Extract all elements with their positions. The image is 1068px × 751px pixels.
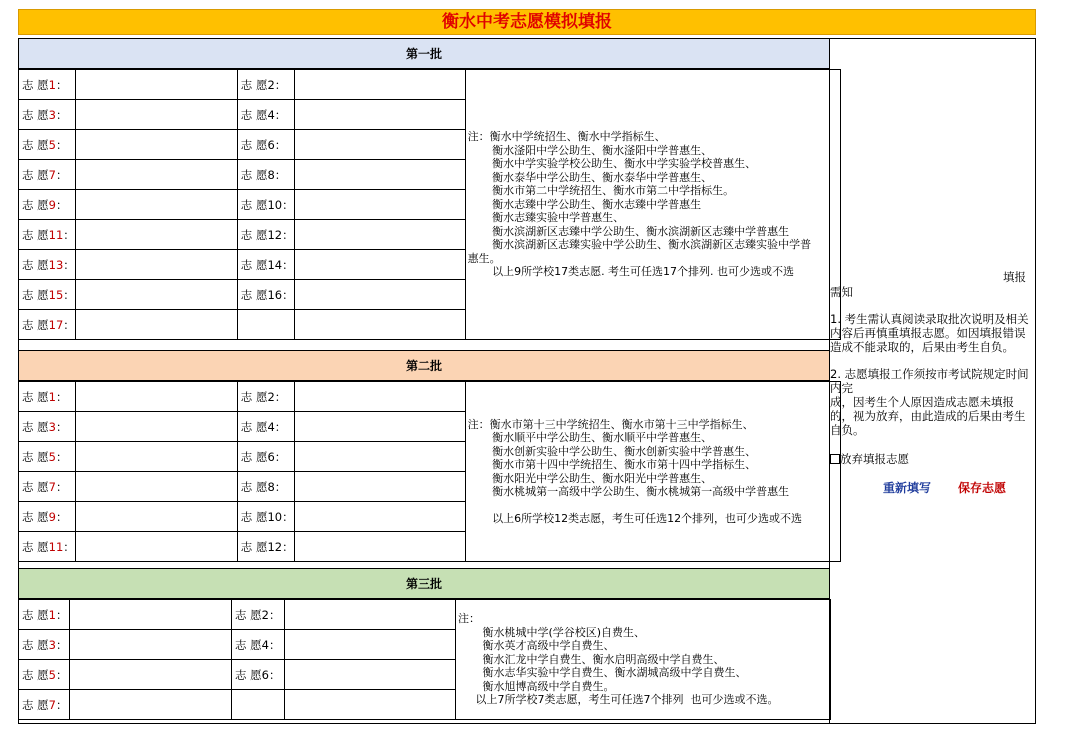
notice-title-right: 填报 — [1003, 270, 1026, 284]
choice-label: 志 愿2： — [232, 600, 285, 630]
choice-label: 志 愿7： — [19, 160, 76, 190]
batch2-heading: 第二批 — [18, 350, 830, 381]
abandon-checkbox-row[interactable] — [830, 452, 1030, 466]
choice-label-prefix: 志 愿 — [22, 509, 49, 524]
choice-label: 志 愿4： — [232, 630, 285, 660]
note-line: 衡水滏阳中学公助生、衡水滏阳中学普惠生、 — [467, 143, 713, 157]
choice-label-prefix: 志 愿 — [22, 107, 49, 122]
notice-line: 的，视为放弃，由此造成的后果由考生 — [830, 409, 1026, 423]
choice-number: 6 — [261, 667, 269, 682]
choice-label-prefix: 志 愿 — [240, 137, 268, 152]
note-line: 衡水英才高级中学自费生、 — [458, 639, 615, 653]
choice-label-prefix: 志 愿 — [22, 667, 49, 682]
choice-label-prefix: 志 愿 — [22, 449, 49, 464]
choice-label: 志 愿2： — [237, 382, 294, 412]
choice-input[interactable] — [294, 382, 465, 412]
choice-input[interactable] — [75, 502, 237, 532]
batch2-table — [18, 381, 841, 562]
choice-label-prefix: 志 愿 — [240, 287, 268, 302]
choice-input[interactable] — [75, 442, 237, 472]
choice-number: 3 — [48, 637, 56, 652]
choice-label-prefix: 志 愿 — [22, 227, 49, 242]
choice-number: 10 — [267, 197, 283, 212]
choice-number: 14 — [267, 257, 283, 272]
choice-label: 志 愿5： — [19, 660, 70, 690]
batch3-table — [18, 599, 831, 720]
choice-label-prefix: 志 愿 — [22, 257, 49, 272]
note-line: 注：衡水中学统招生、衡水中学指标生、 — [467, 130, 666, 144]
choice-label: 志 愿11： — [19, 532, 76, 562]
page-title: 衡水中考志愿模拟填报 — [442, 12, 612, 32]
choice-number: 2 — [267, 77, 275, 92]
choice-label-prefix: 志 愿 — [240, 479, 268, 494]
choice-input[interactable] — [294, 250, 465, 280]
choice-label: 志 愿11： — [19, 220, 76, 250]
notice-line: 内容后再慎重填报志愿。如因填报错误 — [830, 326, 1026, 340]
choice-input[interactable] — [294, 160, 465, 190]
choice-input[interactable] — [75, 472, 237, 502]
choice-label: 志 愿17： — [19, 310, 76, 340]
choice-label: 志 愿16： — [237, 280, 294, 310]
choice-label-prefix: 志 愿 — [22, 77, 49, 92]
choice-input[interactable] — [70, 660, 232, 690]
page-title-bar — [18, 9, 1036, 35]
choice-label-prefix: 志 愿 — [235, 667, 262, 682]
choice-label-prefix: 志 愿 — [22, 637, 49, 652]
choice-label: 志 愿3： — [19, 630, 70, 660]
choice-label: 志 愿7： — [19, 690, 70, 720]
choice-number: 4 — [267, 107, 275, 122]
choice-label-prefix: 志 愿 — [22, 317, 49, 332]
choice-input[interactable] — [75, 190, 237, 220]
choice-label: 志 愿9： — [19, 190, 76, 220]
notice-line: 内完 — [830, 381, 853, 395]
choice-label-prefix: 志 愿 — [240, 419, 268, 434]
choice-label-prefix: 志 愿 — [22, 389, 49, 404]
note-line: 衡水市第二中学统招生、衡水市第二中学指标生。 — [467, 184, 735, 198]
choice-label-prefix: 志 愿 — [240, 257, 268, 272]
choice-input[interactable] — [294, 100, 465, 130]
choice-number: 17 — [48, 317, 64, 332]
note-line: 以上6所学校12类志愿，考生可任选12个排列，也可少选或不选 — [467, 512, 803, 525]
choice-label: 志 愿10： — [237, 190, 294, 220]
note-line: 衡水创新实验中学公助生、衡水创新实验中学普惠生、 — [467, 444, 757, 458]
choice-label-prefix: 志 愿 — [240, 107, 268, 122]
choice-input[interactable] — [294, 502, 465, 532]
choice-number: 4 — [267, 419, 275, 434]
choice-label-prefix: 志 愿 — [235, 637, 262, 652]
choice-number: 7 — [48, 167, 56, 182]
choice-number: 5 — [48, 667, 56, 682]
choice-number: 3 — [48, 107, 56, 122]
batch1-note — [465, 70, 840, 340]
choice-label: 志 愿5： — [19, 442, 76, 472]
choice-label-prefix: 志 愿 — [22, 137, 49, 152]
empty-cell — [285, 690, 456, 720]
choice-number: 7 — [48, 479, 56, 494]
notice-line: 成，因考生个人原因造成志愿未填报 — [830, 395, 1014, 409]
note-line: 衡水市第十四中学统招生、衡水市第十四中学指标生、 — [467, 458, 757, 471]
note-line: 衡水泰华中学公助生、衡水泰华中学普惠生、 — [467, 170, 713, 184]
choice-number: 5 — [48, 449, 56, 464]
choice-number: 8 — [267, 479, 275, 494]
choice-number: 16 — [267, 287, 283, 302]
choice-label: 志 愿6： — [232, 660, 285, 690]
choice-input[interactable] — [70, 600, 232, 630]
choice-number: 5 — [48, 137, 56, 152]
choice-input[interactable] — [75, 310, 237, 340]
save-button[interactable]: 保存志愿 — [958, 481, 1007, 495]
choice-number: 11 — [48, 539, 64, 554]
choice-input[interactable] — [70, 630, 232, 660]
note-line: 衡水汇龙中学自费生、衡水启明高级中学自费生、 — [458, 652, 725, 666]
note-line: 衡水旭博高级中学自费生。 — [458, 679, 615, 693]
choice-number: 6 — [267, 449, 275, 464]
choice-label: 志 愿1： — [19, 70, 76, 100]
reset-button[interactable]: 重新填写 — [883, 481, 932, 495]
notice-line: 造成不能录取的，后果由考生自负。 — [830, 340, 1014, 354]
choice-number: 3 — [48, 419, 56, 434]
batch1-table — [18, 69, 841, 340]
choice-input[interactable] — [70, 690, 232, 720]
choice-label-prefix: 志 愿 — [235, 607, 262, 622]
choice-input[interactable] — [294, 442, 465, 472]
choice-input[interactable] — [285, 630, 456, 660]
choice-label: 志 愿6： — [237, 130, 294, 160]
choice-number: 12 — [267, 227, 283, 242]
note-line: 注：衡水市第十三中学统招生、衡水市第十三中学指标生、 — [467, 417, 754, 431]
choice-input[interactable] — [75, 412, 237, 442]
batch3-heading: 第三批 — [18, 568, 830, 599]
empty-cell — [232, 690, 285, 720]
choice-label: 志 愿7： — [19, 472, 76, 502]
choice-label: 志 愿10： — [237, 502, 294, 532]
table-row — [19, 382, 841, 412]
choice-number: 1 — [48, 389, 56, 404]
choice-label: 志 愿8： — [237, 160, 294, 190]
choice-label: 志 愿1： — [19, 382, 76, 412]
note-line: 衡水桃城中学(学谷校区)自费生、 — [458, 625, 646, 639]
choice-label-prefix: 志 愿 — [22, 167, 49, 182]
choice-input[interactable] — [285, 660, 456, 690]
choice-number: 4 — [261, 637, 269, 652]
choice-number: 9 — [48, 509, 56, 524]
note-line: 注： — [458, 612, 480, 626]
choice-label-prefix: 志 愿 — [22, 697, 49, 712]
checkbox-icon[interactable] — [830, 454, 840, 464]
choice-label-prefix: 志 愿 — [240, 197, 268, 212]
choice-label: 志 愿15： — [19, 280, 76, 310]
choice-label-prefix: 志 愿 — [22, 287, 49, 302]
note-line: 衡水志臻中学公助生、衡水志臻中学普惠生 — [467, 197, 702, 211]
choice-number: 11 — [48, 227, 64, 242]
choice-input[interactable] — [294, 220, 465, 250]
choice-number: 6 — [267, 137, 275, 152]
batch3-note — [456, 600, 831, 720]
choice-input[interactable] — [294, 280, 465, 310]
choice-label: 志 愿3： — [19, 412, 76, 442]
choice-label-prefix: 志 愿 — [240, 509, 268, 524]
abandon-checkbox-label: 放弃填报志愿 — [840, 452, 909, 466]
notice-line: 自负。 — [830, 423, 865, 437]
choice-label: 志 愿12： — [237, 220, 294, 250]
choice-number: 10 — [267, 509, 283, 524]
choice-label: 志 愿9： — [19, 502, 76, 532]
choice-input[interactable] — [294, 412, 465, 442]
choice-label: 志 愿5： — [19, 130, 76, 160]
choice-label-prefix: 志 愿 — [22, 479, 49, 494]
choice-input[interactable] — [75, 70, 237, 100]
choice-label: 志 愿4： — [237, 100, 294, 130]
choice-input[interactable] — [294, 190, 465, 220]
choice-label-prefix: 志 愿 — [240, 227, 268, 242]
choice-number: 15 — [48, 287, 64, 302]
empty-cell — [294, 310, 465, 340]
choice-number: 12 — [267, 539, 283, 554]
choice-input[interactable] — [75, 382, 237, 412]
choice-input[interactable] — [75, 130, 237, 160]
note-line — [468, 499, 838, 513]
choice-input[interactable] — [75, 100, 237, 130]
choice-label-prefix: 志 愿 — [240, 167, 268, 182]
note-line: 以上7所学校7类志愿，考生可任选7个排列 也可少选或不选。 — [458, 693, 779, 707]
batch2-note — [465, 382, 840, 562]
table-row — [19, 70, 841, 100]
note-line: 衡水中学实验学校公助生、衡水中学实验学校普惠生、 — [467, 157, 757, 171]
choice-number: 1 — [48, 607, 56, 622]
choice-number: 2 — [261, 607, 269, 622]
notice-line: 1. 考生需认真阅读录取批次说明及相关 — [830, 312, 1029, 326]
choice-label-prefix: 志 愿 — [22, 539, 49, 554]
choice-label: 志 愿4： — [237, 412, 294, 442]
choice-input[interactable] — [75, 250, 237, 280]
choice-label: 志 愿6： — [237, 442, 294, 472]
note-line: 衡水滨湖新区志臻实验中学公助生、衡水滨湖新区志臻实验中学普 — [467, 238, 812, 252]
choice-label: 志 愿2： — [237, 70, 294, 100]
empty-cell — [237, 310, 294, 340]
notice-title-left: 需知 — [830, 285, 853, 299]
batch1-heading: 第一批 — [18, 38, 830, 69]
choice-input[interactable] — [75, 160, 237, 190]
choice-label-prefix: 志 愿 — [22, 419, 49, 434]
choice-number: 1 — [48, 77, 56, 92]
choice-input[interactable] — [294, 472, 465, 502]
choice-number: 8 — [267, 167, 275, 182]
choice-label-prefix: 志 愿 — [22, 197, 49, 212]
choice-label-prefix: 志 愿 — [240, 539, 268, 554]
choice-number: 9 — [48, 197, 56, 212]
choice-label-prefix: 志 愿 — [240, 449, 268, 464]
note-line: 衡水阳光中学公助生、衡水阳光中学普惠生、 — [467, 471, 713, 485]
notice-line: 2. 志愿填报工作须按市考试院规定时间 — [830, 367, 1029, 381]
choice-label-prefix: 志 愿 — [22, 607, 49, 622]
choice-input[interactable] — [75, 220, 237, 250]
choice-label-prefix: 志 愿 — [240, 77, 268, 92]
note-line: 衡水滨湖新区志臻中学公助生、衡水滨湖新区志臻中学普惠生 — [467, 224, 790, 238]
choice-label: 志 愿1： — [19, 600, 70, 630]
choice-label: 志 愿13： — [19, 250, 76, 280]
choice-number: 7 — [48, 697, 56, 712]
choice-number: 13 — [48, 257, 64, 272]
note-line: 惠生。 — [467, 251, 501, 265]
choice-label: 志 愿14： — [237, 250, 294, 280]
note-line: 以上9所学校17类志愿. 考生可任选17个排列. 也可少选或不选 — [467, 265, 795, 279]
note-line: 衡水桃城第一高级中学公助生、衡水桃城第一高级中学普惠生 — [467, 485, 790, 498]
choice-label: 志 愿12： — [237, 532, 294, 562]
choice-input[interactable] — [294, 130, 465, 160]
choice-input[interactable] — [294, 70, 465, 100]
note-line: 衡水顺平中学公助生、衡水顺平中学普惠生、 — [467, 431, 713, 444]
notice-item-1 — [830, 312, 1030, 354]
choice-input[interactable] — [285, 600, 456, 630]
choice-label: 志 愿3： — [19, 100, 76, 130]
choice-input[interactable] — [75, 532, 237, 562]
table-row — [19, 600, 831, 630]
notice-item-2 — [830, 367, 1030, 437]
note-line: 衡水志臻实验中学普惠生、 — [467, 211, 625, 225]
choice-label: 志 愿8： — [237, 472, 294, 502]
choice-input[interactable] — [294, 532, 465, 562]
choice-number: 2 — [267, 389, 275, 404]
choice-input[interactable] — [75, 280, 237, 310]
choice-label-prefix: 志 愿 — [240, 389, 268, 404]
note-line: 衡水志华实验中学自费生、衡水湖城高级中学自费生、 — [458, 666, 747, 680]
